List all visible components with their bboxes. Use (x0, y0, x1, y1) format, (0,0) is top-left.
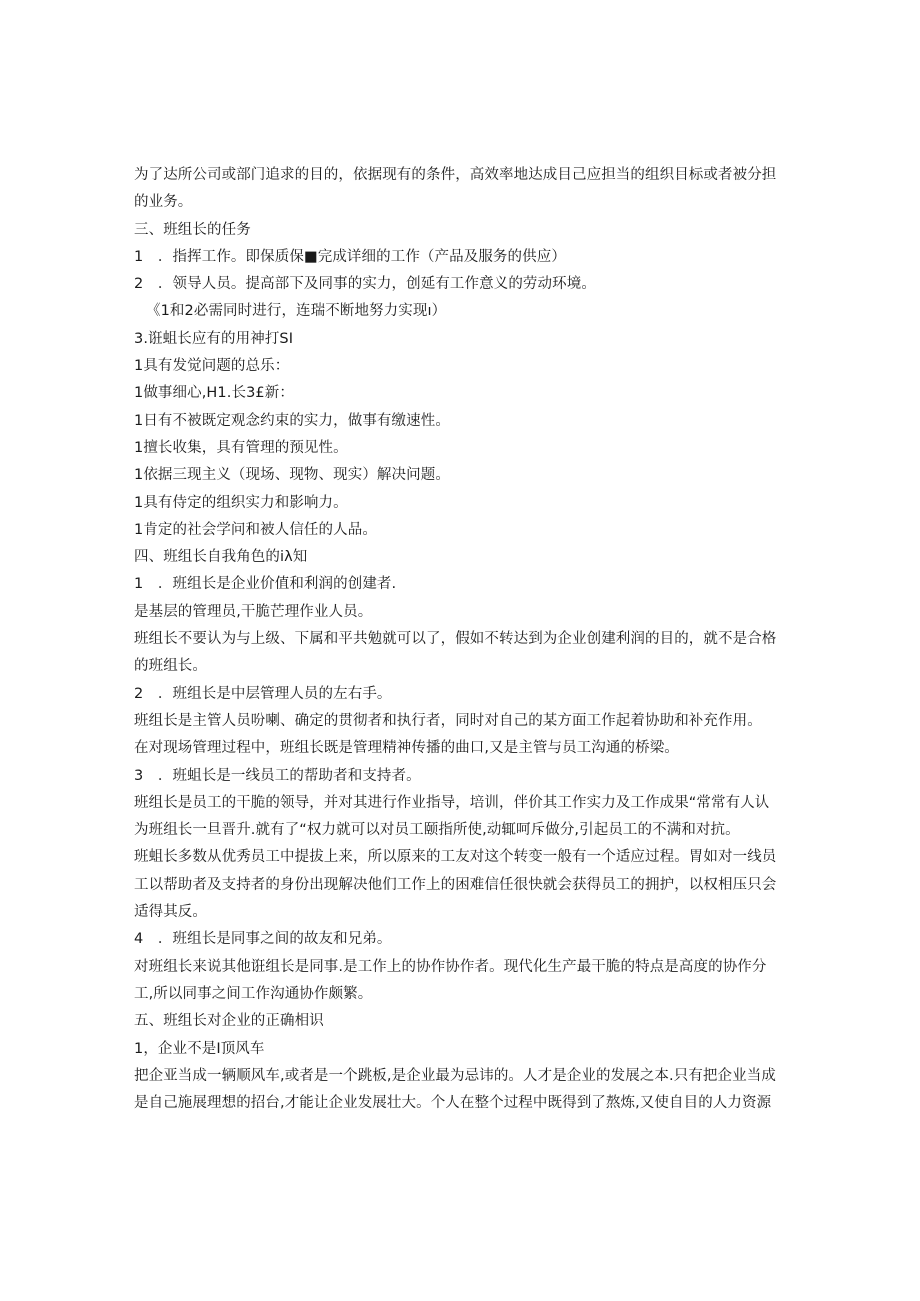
list-item: 1肯定的社会学问和被人信任的人品。 (134, 521, 377, 538)
section-heading: 3.诳蛆长应有的用神打SI (134, 330, 294, 347)
section-heading: 五、班组长对企业的正确相识 (134, 1013, 324, 1030)
list-item: 1擅长收集，具有管理的预见性。 (134, 439, 348, 456)
list-item: 2 ．班组长是中层管理人员的左右手。 (134, 685, 392, 702)
paragraph-line: 为了达所公司或部门追求的目的，依据现有的条件，高效率地达成目己应担当的组织目标或者被分担 (134, 167, 777, 183)
list-item: 1依据三现主义（现场、现物、现实）解决问题。 (134, 467, 450, 484)
list-item: 1做事细心,H1.长3£新： (134, 385, 294, 402)
list-item: 2 ．领导人员。提高部下及同事的实力，创延有工作意义的劳动环境。 (134, 276, 596, 293)
note-line: 《1和2必需同时进行，连瑞不断地努力实现ı） (146, 303, 447, 320)
document-body (134, 162, 786, 1117)
list-item: 4 ．班组长是同事之间的故友和兄弟。 (134, 931, 392, 948)
paragraph-line: 工以帮助者及支持者的身份出现解决他们工作上的困难信任很快就会获得员工的拥护，以权相压只会 (134, 876, 777, 893)
paragraph-line: 班组长是主管人员吩喇、确定的贯彻者和执行者，同时对自己的某方面工作起着协助和补充作用。 (134, 712, 762, 729)
list-item: 1具有发觉问题的总乐： (134, 358, 290, 375)
list-item: 1具有侍定的组织实力和影响力。 (134, 494, 348, 511)
section-heading: 四、班组长自我角色的iλ知 (134, 549, 308, 566)
section-heading: 三、班组长的任务 (134, 221, 251, 238)
list-item: 1，企业不是I顶风车 (134, 1040, 265, 1057)
paragraph-line: 对班组长来说其他诳组长是同事.是工作上的协作协作者。现代化生产最干脆的特点是高度的协作分 (134, 958, 767, 975)
paragraph-line: 是基层的管理员,干脆芒理作业人员。 (134, 603, 373, 620)
paragraph-line: 的业务。 (134, 194, 193, 211)
paragraph-line: 为班组长一旦晋升.就有了“权力就可以对员工颐指所使,动辄呵斥做分,引起员工的不满和对抗。 (134, 822, 740, 839)
paragraph-line: 是自己施展理想的招台,才能让企业发展壮大。个人在整个过程中既得到了熬炼,又使自目的人力资源 (134, 1095, 772, 1112)
paragraph-line: 班组长是员工的干脆的领导，并对其进行作业指导，培训，伴价其工作实力及工作成果“常常有人认 (134, 794, 770, 811)
paragraph-line: 班组长不要认为与上级、下属和平共勉就可以了，假如不转达到为企业创建利润的目的，就不是合格 (134, 631, 777, 648)
list-item: 3 ．班蛆长是一线员工的帮助者和支持者。 (134, 767, 421, 784)
paragraph-line: 工,所以同事之间工作沟通协作颇繁。 (134, 985, 373, 1002)
paragraph-line: 把企亚当成一辆顺风车,或者是一个跳板,是企业最为忌讳的。人才是企业的发展之本.只有把企业当成 (134, 1067, 776, 1084)
paragraph-line: 适得其反。 (134, 904, 207, 921)
list-item: 1 ．班组长是企业价值和利润的创建者. (134, 576, 397, 593)
paragraph-line: 在对现场管理过程中，班组长既是管理精神传播的曲口,又是主管与员工沟通的桥梁。 (134, 740, 679, 757)
list-item: 1 ．指挥工作。即保质保■完成详细的工作（产品及服务的供应） (134, 248, 566, 265)
paragraph-line: 的班组长。 (134, 658, 207, 675)
paragraph-line: 班蛆长多数从优秀员工中提拔上来，所以原来的工友对这个转变一般有一个适应过程。胃如对一线员 (134, 849, 777, 866)
list-item: 1日有不被既定观念约束的实力，做事有缴速性。 (134, 412, 450, 429)
